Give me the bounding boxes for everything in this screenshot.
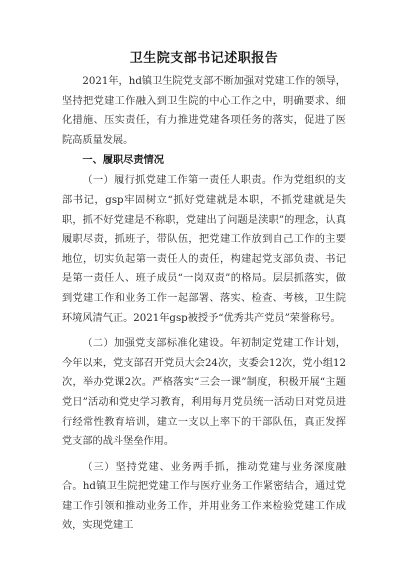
document-body xyxy=(62,72,346,536)
intro-paragraph: 2021年，hd镇卫生院党支部不断加强对党建工作的领导，坚持把党建工作融入到卫生院的中心工作之中，明确要求、细化措施、压实责任，有力推进党建各项任务的落实，促进了医院高质量发展。 xyxy=(62,76,346,146)
paragraph-1: （一）履行抓党建工作第一责任人职责。作为党组织的支部书记，gsp牢固树立“抓好党建就是本职，不抓党建就是失职，抓不好党建是不称职，党建出了问题是渎职”的理念，认真履职尽责，抓班子，带队伍，把党建工作放到自己工作的主要地位，切实负起第一责任人的责任，构建起党支部负责、书记是第一责任人、班子成员“一岗双责”的格局。层层抓落实，做到党建工作和业务工作一起部署、落实、检查、考核，卫生院环境风清气正。2021年gsp被授予“优秀共产党员”荣誉称号。 xyxy=(62,175,346,324)
document-title: 卫生院支部书记述职报告 xyxy=(129,51,279,66)
paragraph-2: （二）加强党支部标准化建设。年初制定党建工作计划，今年以来，党支部召开党员大会24次，支委会12次，党小组12次，举办党课2次。严格落实“三会一课”制度，积极开展“主题党日”活动和党史学习教育，利用每月党员统一活动日对党员进行经常性教育培训，建立一支以上率下的干部队伍，真正发挥党支部的战斗堡垒作用。 xyxy=(62,338,346,448)
section-heading: 一、履职尽责情况 xyxy=(82,154,164,167)
paragraph-3: （三）坚持党建、业务两手抓，推动党建与业务深度融合。hd镇卫生院把党建工作与医疗业务工作紧密结合，通过党建工作引领和推动业务工作，并用业务工作来检验党建工作成效，实现党建工 xyxy=(62,461,346,532)
